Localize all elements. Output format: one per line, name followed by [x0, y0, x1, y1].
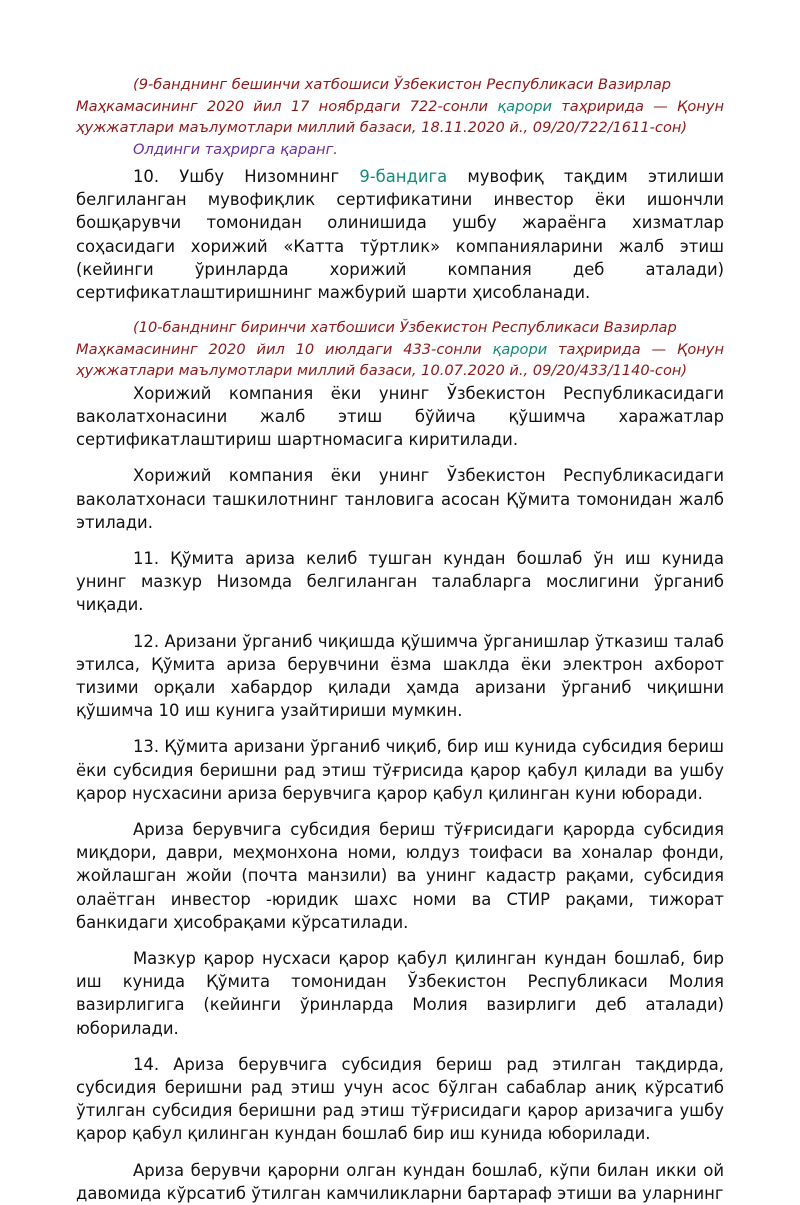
amendment-note-text: Маҳкамасининг 2020 йил 10 июлдаги 433-сонли [76, 340, 493, 358]
amendment-note-9 [76, 74, 724, 139]
paragraph-text: мувофиқ тақдим этилиши белгиланган мувофиқлик сертификатини инвестор ёки ишончли бошқарувчи томонидан олинишида ушбу жараёнга хизматлар соҳасидаги хорижий «Катта тўртлик» компанияларини жалб этиш (кейинги ўринларда хорижий компания деб аталади) сертификатлаштиришнинг мажбурий шарти ҳисобланади. [76, 167, 724, 303]
amendment-note-text: таҳририда — Қонун ҳужжатлари маълумотлари миллий базаси, 10.07.2020 й., 09/20/433/1140-сон) [76, 340, 724, 380]
paragraph-13: 13. Қўмита аризани ўрганиб чиқиб, бир иш кунида субсидия бериш ёки субсидия беришни рад этиш тўғрисида қарор қабул қилади ва ушбу қарор нусхасини ариза берувчига қарор қабул қилинган куни юборади. [76, 737, 724, 803]
amendment-note-text: Маҳкамасининг 2020 йил 17 ноябрдаги 722-сонли [76, 97, 498, 115]
paragraph-12: 12. Аризани ўрганиб чиқишда қўшимча ўрганишлар ўтказиш талаб этилса, Қўмита ариза берувчини ёзма шаклда ёки электрон ахборот тизими орқали хабардор қилади ҳамда аризани ўрганиб чиқишни қўшимча 10 иш кунига узайтириши мумкин. [76, 631, 724, 721]
paragraph-text: Ариза берувчига субсидия бериш тўғрисидаги қарорда субсидия миқдори, даври, меҳмонхона номи, юлдуз тоифаси ва хоналар фонди, жойлашган жойи (почта манзили) ва унинг кадастр рақами, субсидия олаётган инвестор -юридик шахс номи ва СТИР рақами, тижорат банкидаги ҳисобрақами кўрсатилади. [76, 819, 724, 932]
paragraph-text: Хорижий компания ёки унинг Ўзбекистон Республикасидаги ваколатхонасини жалб этиш бўйича қўшимча харажатлар сертификатлаштириш шартномасига киритилади. [76, 383, 724, 450]
paragraph-11: 11. Қўмита ариза келиб тушган кундан бошлаб ўн иш кунида унинг мазкур Низомда белгиланган талабларга мослигини ўрганиб чиқади. [76, 548, 724, 615]
previous-edition-link[interactable]: Олдинги таҳрирга қаранг. [133, 140, 338, 158]
amendment-note-line: (9-банднинг бешинчи хатбошиси Ўзбекистон Республикаси Вазирлар [133, 76, 672, 93]
amendment-note-line: (10-банднинг биринчи хатбошиси Ўзбекистон Республикаси Вазирлар [133, 319, 677, 337]
resolution-link[interactable]: қарори [497, 97, 553, 115]
paragraph-text: Ариза берувчи қарорни олган кундан бошлаб, кўпи билан икки ой давомида кўрсатиб ўтилган камчиликларни бартараф этиши ва уларнинг [76, 1160, 724, 1203]
amendment-note-10 [76, 317, 724, 382]
amendment-note-text: таҳририда — Қонун ҳужжатлари маълумотлари миллий базаси, 18.11.2020 й., 09/20/722/1611-сон) [76, 97, 724, 136]
paragraph-14: 14. Ариза берувчига субсидия бериш рад этилган тақдирда, субсидия беришни рад этиш учун асос бўлган сабаблар аниқ кўрсатиб ўтилган субсидия беришни рад этиш тўғрисидаги қарор аризачига ушбу қарор қабул қилинган кундан бошлаб бир иш кунида юборилади. [76, 1054, 724, 1144]
clause-9-link[interactable]: 9-бандига [359, 167, 448, 186]
resolution-link[interactable]: қарори [492, 340, 548, 358]
amendment-note-body [76, 96, 724, 139]
amendment-note-body [76, 339, 724, 382]
paragraph-10 [76, 165, 724, 304]
paragraph-text: Мазкур қарор нусхаси қарор қабул қилинган кундан бошлаб, бир иш кунида Қўмита томонидан Ўзбекистон Республикаси Молия вазирлигига (кейинги ўринларда Молия вазирлиги деб аталади) юборилади. [76, 948, 724, 1038]
paragraph-text: 10. Ушбу Низомнинг [133, 167, 360, 186]
paragraph-text: Хорижий компания ёки унинг Ўзбекистон Республикасидаги ваколатхонаси ташкилотнинг танловига асосан Қўмита томонидан жалб этилади. [76, 466, 724, 532]
